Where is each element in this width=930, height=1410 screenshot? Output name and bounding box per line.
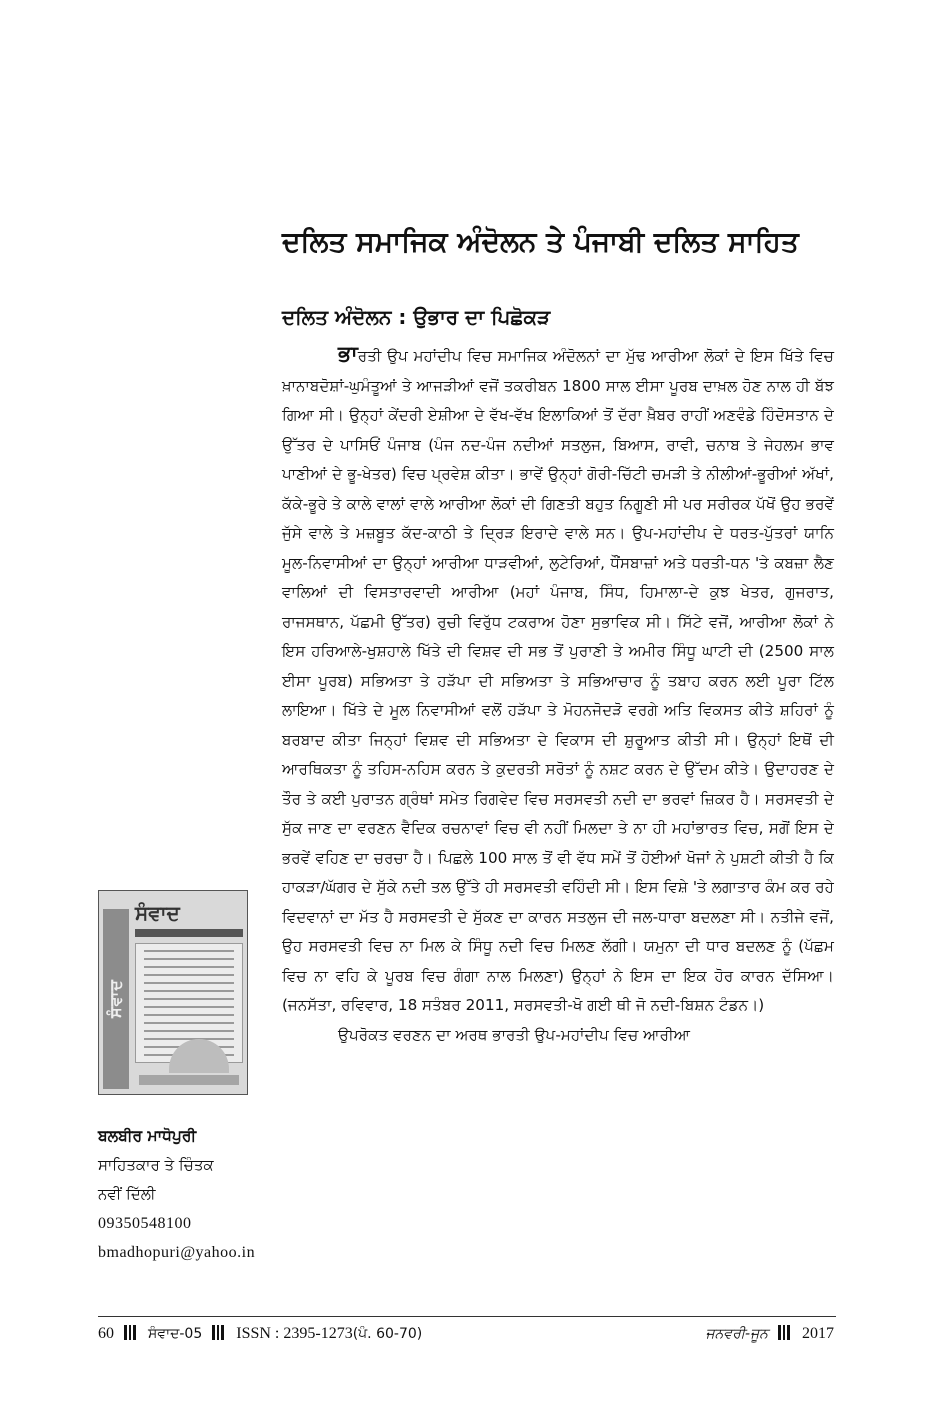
footer-right xyxy=(706,1322,835,1348)
body-paragraph: ਉਪਰੋਕਤ ਵਰਣਨ ਦਾ ਅਰਥ ਭਾਰਤੀ ਉਪ-ਮਹਾਂਦੀਪ ਵਿਚ ਆਰੀਆ xyxy=(338,1025,691,1044)
journal-name: ਸੰਵਾਦ-05 xyxy=(148,1326,203,1342)
issn: ISSN : 2395-1273 xyxy=(236,1325,353,1342)
article-title: ਦਲਿਤ ਸਮਾਜਿਕ ਅੰਦੋਲਨ ਤੇ ਪੰਜਾਬੀ ਦਲਿਤ ਸਾਹਿਤ xyxy=(282,225,799,258)
page-number: 60 xyxy=(98,1325,114,1342)
author-info xyxy=(98,1122,278,1267)
cover-spine-text: ਸੰਵਾਦ xyxy=(106,979,125,1019)
author-role: ਸਾਹਿਤਕਾਰ ਤੇ ਚਿੰਤਕ xyxy=(98,1156,214,1174)
author-name: ਬਲਬੀਰ ਮਾਧੋਪੁਰੀ xyxy=(98,1127,197,1145)
author-city: ਨਵੀਂ ਦਿੱਲੀ xyxy=(98,1185,156,1203)
section-heading: ਦਲਿਤ ਅੰਦੋਲਨ : ਉਭਾਰ ਦਾ ਪਿਛੋਕੜ xyxy=(282,305,551,329)
footer-left xyxy=(98,1322,422,1348)
page-range: (ਪੰ. 60-70) xyxy=(352,1326,423,1342)
cover-subtitle-band xyxy=(135,929,243,937)
separator-bars-icon xyxy=(212,1324,226,1348)
footer-divider xyxy=(98,1316,836,1317)
article-body xyxy=(282,340,834,1050)
issue-year: 2017 xyxy=(802,1325,834,1342)
cover-footer-band xyxy=(139,1075,239,1085)
author-phone: 09350548100 xyxy=(98,1215,192,1232)
drop-cap: ਭਾ xyxy=(338,342,358,367)
body-paragraph xyxy=(282,340,834,1021)
paragraph-text: ਰਤੀ ਉਪ ਮਹਾਂਦੀਪ ਵਿਚ ਸਮਾਜਿਕ ਅੰਦੋਲਨਾਂ ਦਾ ਮੁੱਢ ਆਰੀਆ ਲੋਕਾਂ ਦੇ ਇਸ ਖਿੱਤੇ ਵਿਚ ਖ਼ਾਨਾਬਦੋਸ਼ਾਂ-ਘੁਮੰਤੂਆਂ ਤੇ ਆਜੜੀਆਂ ਵਜੋਂ ਤਕਰੀਬਨ 1800 ਸਾਲ ਈਸਾ ਪੂਰਬ ਦਾਖ਼ਲ ਹੋਣ ਨਾਲ ਹੀ ਬੱਝ ਗਿਆ ਸੀ। ਉਨ੍ਹਾਂ ਕੇਂਦਰੀ ਏਸ਼ੀਆ ਦੇ ਵੱਖ-ਵੱਖ ਇਲਾਕਿਆਂ ਤੋਂ ਦੱਰਾ ਖ਼ੈਬਰ ਰਾਹੀਂ ਅਣਵੰਡੇ ਹਿੰਦੋਸਤਾਨ ਦੇ ਉੱਤਰ ਦੇ ਪਾਸਿਓਂ ਪੰਜਾਬ (ਪੰਜ ਨਦ-ਪੰਜ ਨਦੀਆਂ ਸਤਲੁਜ, ਬਿਆਸ, ਰਾਵੀ, ਚਨਾਬ ਤੇ ਜੇਹਲਮ ਭਾਵ ਪਾਣੀਆਂ ਦੇ ਭੂ-ਖੇਤਰ) ਵਿਚ ਪ੍ਰਵੇਸ਼ ਕੀਤਾ। ਭਾਵੇਂ ਉਨ੍ਹਾਂ ਗੋਰੀ-ਚਿੱਟੀ ਚਮੜੀ ਤੇ ਨੀਲੀਆਂ-ਭੂਰੀਆਂ ਅੱਖਾਂ, ਕੱਕੇ-ਭੂਰੇ ਤੇ ਕਾਲੇ ਵਾਲਾਂ ਵਾਲੇ ਆਰੀਆ ਲੋਕਾਂ ਦੀ ਗਿਣਤੀ ਬਹੁਤ ਨਿਗੂਣੀ ਸੀ ਪਰ ਸਰੀਰਕ ਪੱਖੋਂ ਉਹ ਭਰਵੇਂ ਜੁੱਸੇ ਵਾਲੇ ਤੇ ਮਜ਼ਬੂਤ ਕੱਦ-ਕਾਠੀ ਤੇ ਦ੍ਰਿੜ ਇਰਾਦੇ ਵਾਲੇ ਸਨ। ਉਪ-ਮਹਾਂਦੀਪ ਦੇ ਧਰਤ-ਪੁੱਤਰਾਂ ਯਾਨਿ ਮੂਲ-ਨਿਵਾਸੀਆਂ ਦਾ ਉਨ੍ਹਾਂ ਆਰੀਆ ਧਾੜਵੀਆਂ, ਲੁਟੇਰਿਆਂ, ਧੌਂਸਬਾਜ਼ਾਂ ਅਤੇ ਧਰਤੀ-ਧਨ 'ਤੇ ਕਬਜ਼ਾ ਲੈਣ ਵਾਲਿਆਂ ਦੀ ਵਿਸਤਾਰਵਾਦੀ ਆਰੀਆ (ਮਹਾਂ ਪੰਜਾਬ, ਸਿੰਧ, ਹਿਮਾਲਾ-ਦੇ ਕੁਝ ਖੇਤਰ, ਗੁਜਰਾਤ, ਰਾਜਸਥਾਨ, ਪੱਛਮੀ ਉੱਤਰ) ਰੁਚੀ ਵਿਰੁੱਧ ਟਕਰਾਅ ਹੋਣਾ ਸੁਭਾਵਿਕ ਸੀ। ਸਿੱਟੇ ਵਜੋਂ, ਆਰੀਆ ਲੋਕਾਂ ਨੇ ਇਸ ਹਰਿਆਲੇ-ਖੁਸ਼ਹਾਲੇ ਖਿੱਤੇ ਦੀ ਵਿਸ਼ਵ ਦੀ ਸਭ ਤੋਂ ਪੁਰਾਣੀ ਤੇ ਅਮੀਰ ਸਿੰਧੂ ਘਾਟੀ ਦੀ (2500 ਸਾਲ ਈਸਾ ਪੂਰਬ) ਸਭਿਅਤਾ ਤੇ ਹੜੱਪਾ ਦੀ ਸਭਿਅਤਾ ਤੇ ਸਭਿਆਚਾਰ ਨੂੰ ਤਬਾਹ ਕਰਨ ਲਈ ਪੂਰਾ ਟਿੱਲ ਲਾਇਆ। ਖਿੱਤੇ ਦੇ ਮੂਲ ਨਿਵਾਸੀਆਂ ਵਲੋਂ ਹੜੱਪਾ ਤੇ ਮੋਹਨਜੋਦੜੋ ਵਰਗੇ ਅਤਿ ਵਿਕਸਤ ਕੀਤੇ ਸ਼ਹਿਰਾਂ ਨੂੰ ਬਰਬਾਦ ਕੀਤਾ ਜਿਨ੍ਹਾਂ ਵਿਸ਼ਵ ਦੀ ਸਭਿਅਤਾ ਦੇ ਵਿਕਾਸ ਦੀ ਸ਼ੁਰੂਆਤ ਕੀਤੀ ਸੀ। ਉਨ੍ਹਾਂ ਇਥੋਂ ਦੀ ਆਰਥਿਕਤਾ ਨੂੰ ਤਹਿਸ-ਨਹਿਸ ਕਰਨ ਤੇ ਕੁਦਰਤੀ ਸਰੋਤਾਂ ਨੂੰ ਨਸ਼ਟ ਕਰਨ ਦੇ ਉੱਦਮ ਕੀਤੇ। ਉਦਾਹਰਣ ਦੇ ਤੌਰ ਤੇ ਕਈ ਪੁਰਾਤਨ ਗ੍ਰੰਥਾਂ ਸਮੇਤ ਰਿਗਵੇਦ ਵਿਚ ਸਰਸਵਤੀ ਨਦੀ ਦਾ ਭਰਵਾਂ ਜ਼ਿਕਰ ਹੈ। ਸਰਸਵਤੀ ਦੇ ਸੁੱਕ ਜਾਣ ਦਾ ਵਰਣਨ ਵੈਦਿਕ ਰਚਨਾਵਾਂ ਵਿਚ ਵੀ ਨਹੀਂ ਮਿਲਦਾ ਤੇ ਨਾ ਹੀ ਮਹਾਂਭਾਰਤ ਵਿਚ, ਸਗੋਂ ਇਸ ਦੇ ਭਰਵੇਂ ਵਹਿਣ ਦਾ ਚਰਚਾ ਹੈ। ਪਿਛਲੇ 100 ਸਾਲ ਤੋਂ ਵੀ ਵੱਧ ਸਮੇਂ ਤੋਂ ਹੋਈਆਂ ਖੋਜਾਂ ਨੇ ਪੁਸ਼ਟੀ ਕੀਤੀ ਹੈ ਕਿ ਹਾਕੜਾ/ਘੱਗਰ ਦੇ ਸੁੱਕੇ ਨਦੀ ਤਲ ਉੱਤੇ ਹੀ ਸਰਸਵਤੀ ਵਹਿੰਦੀ ਸੀ। ਇਸ ਵਿਸ਼ੇ 'ਤੇ ਲਗਾਤਾਰ ਕੰਮ ਕਰ ਰਹੇ ਵਿਦਵਾਨਾਂ ਦਾ ਮੱਤ ਹੈ ਸਰਸਵਤੀ ਦੇ ਸੁੱਕਣ ਦਾ ਕਾਰਨ ਸਤਲੁਜ ਦੀ ਜਲ-ਧਾਰਾ ਬਦਲਣਾ ਸੀ। ਨਤੀਜੇ ਵਜੋਂ, ਉਹ ਸਰਸਵਤੀ ਵਿਚ ਨਾ ਮਿਲ ਕੇ ਸਿੰਧੂ ਨਦੀ ਵਿਚ ਮਿਲਣ ਲੱਗੀ। ਯਮੁਨਾ ਦੀ ਧਾਰ ਬਦਲਣ ਨੂੰ (ਪੱਛਮ ਵਿਚ ਨਾ ਵਹਿ ਕੇ ਪੂਰਬ ਵਿਚ ਗੰਗਾ ਨਾਲ ਮਿਲਣਾ) ਉਨ੍ਹਾਂ ਨੇ ਇਸ ਦਾ ਇਕ ਹੋਰ ਕਾਰਨ ਦੱਸਿਆ। (ਜਨਸੱਤਾ, ਰਵਿਵਾਰ, 18 ਸਤੰਬਰ 2011, ਸਰਸਵਤੀ-ਖੋ ਗਈ ਥੀ ਜੋ ਨਦੀ-ਬਿਸ਼ਨ ਟੰਡਨ।) xyxy=(282,347,834,1014)
issue-period: ਜਨਵਰੀ-ਜੂਨ xyxy=(705,1326,768,1342)
magazine-cover-thumbnail xyxy=(98,890,248,1095)
cover-masthead: ਸੰਵਾਦ xyxy=(135,901,180,925)
separator-bars-icon xyxy=(778,1324,792,1348)
separator-bars-icon xyxy=(124,1324,138,1348)
author-email: bmadhopuri@yahoo.in xyxy=(98,1244,256,1261)
